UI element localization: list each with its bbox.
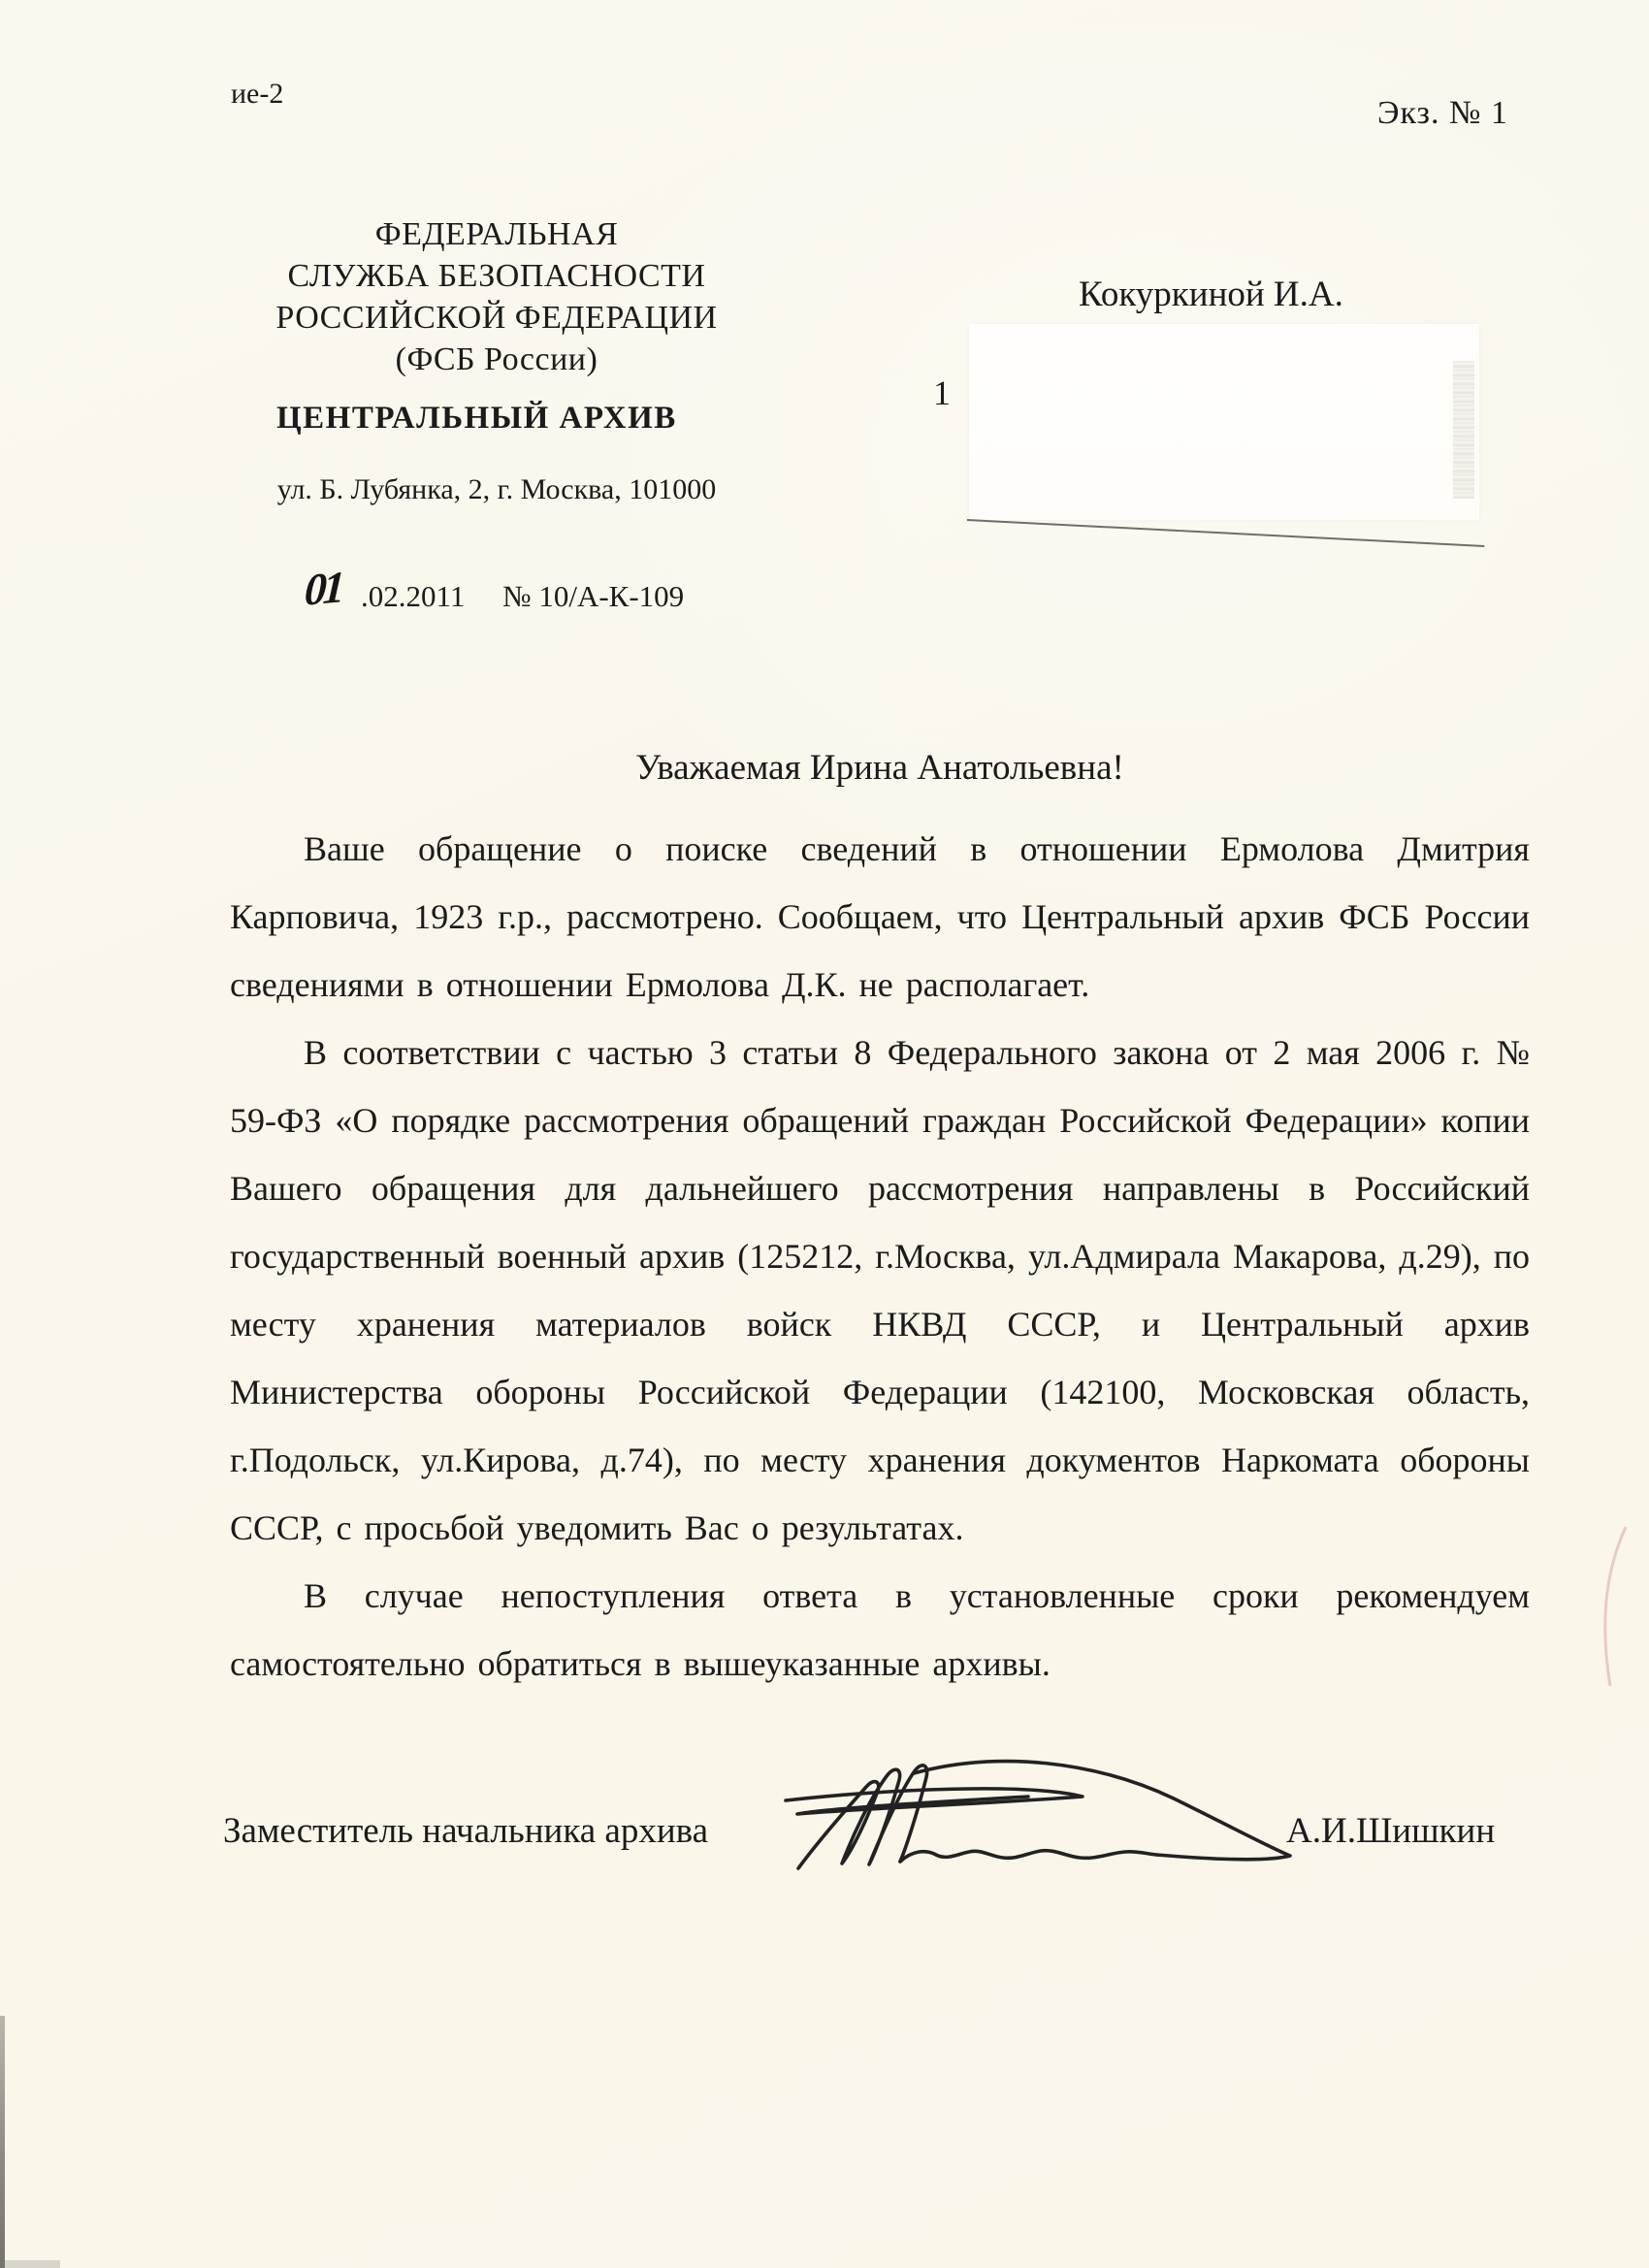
- letterhead-line-4: (ФСБ России): [395, 341, 598, 377]
- handwritten-date-day: 01: [303, 562, 343, 615]
- redaction-paper-edge: [967, 519, 1484, 547]
- letterhead-line-3: РОССИЙСКОЙ ФЕДЕРАЦИИ: [275, 300, 718, 336]
- redaction-overlay: [969, 324, 1479, 520]
- letterhead-line-1: ФЕДЕРАЛЬНАЯ: [374, 216, 619, 252]
- copy-note: ие-2: [231, 78, 284, 110]
- paragraph-3: В случае непоступления ответа в установленные сроки рекомендуем самостоятельно обратиться в вышеуказанные архивы.: [230, 1576, 1530, 1683]
- sender-address: ул. Б. Лубянка, 2, г. Москва, 101000: [276, 473, 717, 505]
- reference-number: № 10/А-К-109: [502, 579, 685, 613]
- pink-scan-mark: [1581, 1525, 1649, 1690]
- printed-date: .02.2011: [361, 579, 466, 613]
- signer-job-title: Заместитель начальника архива: [223, 1811, 709, 1851]
- letterhead-org-name: [254, 213, 739, 380]
- scan-speck-artifact: [2, 2260, 60, 2268]
- letterhead-line-2: СЛУЖБА БЕЗОПАСНОСТИ: [287, 258, 706, 294]
- letter-body: [230, 815, 1530, 1698]
- paragraph-1: Ваше обращение о поиске сведений в отношении Ермолова Дмитрия Карповича, 1923 г.р., рассмотрено. Сообщаем, что Центральный архив ФСБ России сведениями в отношении Ермолова Д.К. не располагает.: [230, 829, 1530, 1004]
- handwritten-signature: [737, 1727, 1358, 1882]
- recipient-name: Кокуркиной И.А.: [1079, 275, 1343, 314]
- recipient-address-fragment: 1: [933, 373, 951, 412]
- signer-name: А.И.Шишкин: [1286, 1811, 1496, 1851]
- paragraph-2: В соответствии с частью 3 статьи 8 Федерального закона от 2 мая 2006 г. № 59-ФЗ «О порядке рассмотрения обращений граждан Российской Федерации» копии Вашего обращения для дальнейшего рассмотрения направлены в Российский государственный военный архив (125212, г.Москва, ул.Адмирала Макарова, д.29), по месту хранения материалов войск НКВД СССР, и Центральный архив Министерства обороны Российской Федерации (142100, Московская область, г.Подольск, ул.Кирова, д.74), по месту хранения документов Наркомата обороны СССР, с просьбой уведомить Вас о результатах.: [230, 1033, 1530, 1547]
- salutation: Уважаемая Ирина Анатольевна!: [635, 748, 1124, 788]
- copy-number: Экз. № 1: [1377, 95, 1508, 131]
- tape-mark: [1453, 361, 1474, 499]
- scan-edge-artifact: [0, 2016, 5, 2268]
- department-name: ЦЕНТРАЛЬНЫЙ АРХИВ: [276, 401, 677, 436]
